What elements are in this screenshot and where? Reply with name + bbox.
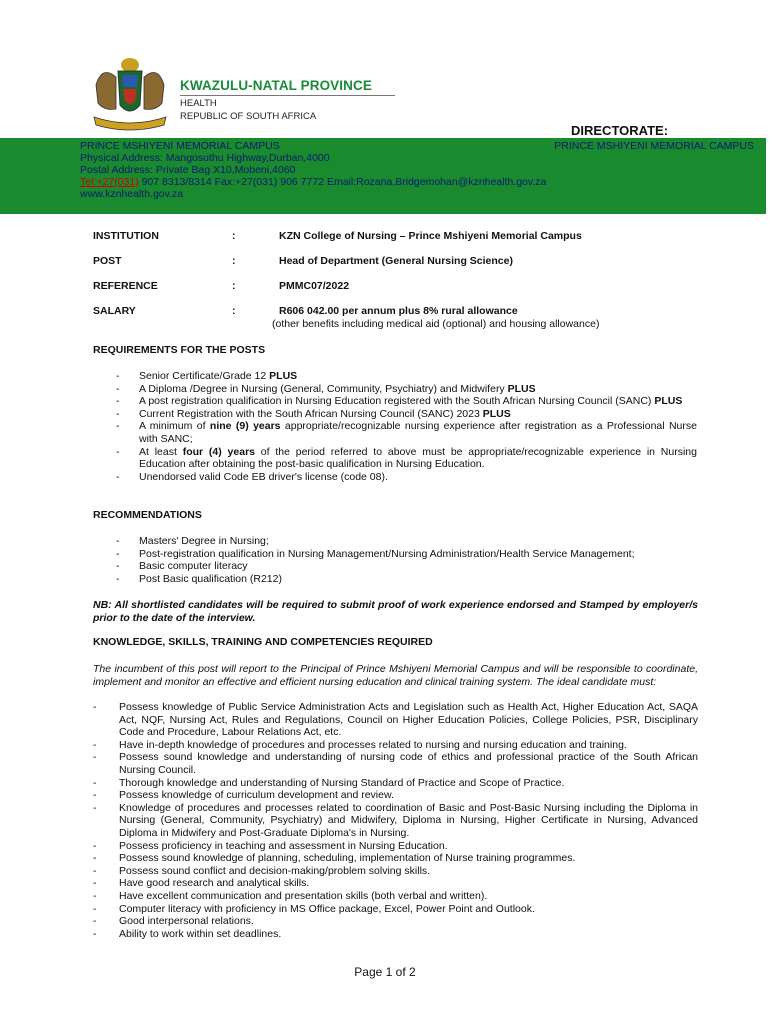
page-number: Page 1 of 2 xyxy=(354,965,416,979)
requirements-list xyxy=(116,370,697,483)
website: www.kznhealth.gov.za xyxy=(80,188,184,200)
list-item: - Current Registration with the South African Nursing Council (SANC) 2023 PLUS xyxy=(116,408,697,421)
post-value: Head of Department (General Nursing Science) xyxy=(279,255,513,267)
list-item: - Ability to work within set deadlines. xyxy=(93,928,698,941)
contact-details: 907 8313/8314 Fax:+27(031) 906 7772 Email:Rozana.Bridgemohan@kznhealth.gov.za xyxy=(138,176,547,188)
org-title: KWAZULU-NATAL PROVINCE xyxy=(180,78,372,93)
list-item: - Have good research and analytical skills. xyxy=(93,877,698,890)
list-item: - Post-registration qualification in Nursing Management/Nursing Administration/Health Service Management; xyxy=(116,548,697,561)
list-item: - Possess knowledge of curriculum development and review. xyxy=(93,789,698,802)
list-item: - Possess sound conflict and decision-making/problem solving skills. xyxy=(93,865,698,878)
physical-address: Physical Address: Mangosuthu Highway,Durban,4000 xyxy=(80,152,330,164)
list-item: - A post registration qualification in Nursing Education registered with the South African Nursing Council (SANC) PLUS xyxy=(116,395,697,408)
list-item: - Post Basic qualification (R212) xyxy=(116,573,697,586)
knowledge-intro: The incumbent of this post will report to the Principal of Prince Mshiyeni Memorial Campus and will be responsible to coordinate, implement and monitor an effective and efficient nursing education and clinical training system. The ideal candidate must: xyxy=(93,663,698,688)
list-item: - At least four (4) years of the period referred to above must be appropriate/recognizable experience in Nursing Education after obtaining the post-basic qualification in Nursing Education. xyxy=(116,446,697,471)
list-item: - Good interpersonal relations. xyxy=(93,915,698,928)
list-item: - Thorough knowledge and understanding of Nursing Standard of Practice and Scope of Practice. xyxy=(93,777,698,790)
org-line-republic: REPUBLIC OF SOUTH AFRICA xyxy=(180,111,317,122)
salary-note: (other benefits including medical aid (optional) and housing allowance) xyxy=(272,318,600,330)
knowledge-list xyxy=(93,701,698,940)
campus-name-right: PRINCE MSHIYENI MEMORIAL CAMPUS xyxy=(554,140,754,152)
salary-colon: : xyxy=(232,305,236,317)
org-divider xyxy=(180,95,395,96)
contact-line xyxy=(80,176,546,188)
list-item: - A minimum of nine (9) years appropriate/recognizable nursing experience after registration as a Professional Nurse with SANC; xyxy=(116,420,697,445)
list-item: - Basic computer literacy xyxy=(116,560,697,573)
requirements-heading: REQUIREMENTS FOR THE POSTS xyxy=(93,344,266,356)
salary-value: R606 042.00 per annum plus 8% rural allowance xyxy=(279,305,518,317)
recommendations-list xyxy=(116,535,697,585)
post-colon: : xyxy=(232,255,236,267)
list-item: - Have excellent communication and presentation skills (both verbal and written). xyxy=(93,890,698,903)
institution-label: INSTITUTION xyxy=(93,230,159,242)
reference-value: PMMC07/2022 xyxy=(279,280,350,292)
campus-name-left: PRINCE MSHIYENI MEMORIAL CAMPUS xyxy=(80,140,280,152)
postal-address: Postal Address: Private Bag X10,Mobeni,4060 xyxy=(80,164,296,176)
reference-colon: : xyxy=(232,280,236,292)
list-item: - Unendorsed valid Code EB driver's license (code 08). xyxy=(116,471,697,484)
list-item: - Possess sound knowledge and understanding of nursing code of ethics and professional practice of the South African Nursing Council. xyxy=(93,751,698,776)
org-header xyxy=(180,78,395,122)
salary-label: SALARY xyxy=(93,305,136,317)
nb-notice: NB: All shortlisted candidates will be required to submit proof of work experience endorsed and Stamped by employer/s prior to the date of the interview. xyxy=(93,599,698,624)
knowledge-heading: KNOWLEDGE, SKILLS, TRAINING AND COMPETENCIES REQUIRED xyxy=(93,636,433,648)
directorate-label: DIRECTORATE: xyxy=(571,123,669,138)
org-line-health: HEALTH xyxy=(180,98,217,109)
list-item: - Possess proficiency in teaching and assessment in Nursing Education. xyxy=(93,840,698,853)
kzn-coat-of-arms-logo xyxy=(88,55,172,131)
list-item: - Masters' Degree in Nursing; xyxy=(116,535,697,548)
institution-value: KZN College of Nursing – Prince Mshiyeni Memorial Campus xyxy=(279,230,582,242)
list-item: - Knowledge of procedures and processes related to coordination of Basic and Post-Basic Nursing including the Diploma in Nursing (General, Community, Psychiatry) and Midwifery, Diploma in Nursing, Higher Certificate in Nursing, Advanced Diploma in Midwifery and Post-Graduate Diploma's in Nursing. xyxy=(93,802,698,840)
list-item: - Possess knowledge of Public Service Administration Acts and Legislation such as Health Act, Higher Education Act, SAQA Act, NQF, Nursing Act, Rules and Regulations, Council on Higher Education Policies, College Policies, PSR, Disciplinary Code and Procedure, Labour Relations Act, etc. xyxy=(93,701,698,739)
recommendations-heading: RECOMMENDATIONS xyxy=(93,509,202,521)
contact-band xyxy=(0,138,766,214)
reference-label: REFERENCE xyxy=(93,280,158,292)
list-item: - A Diploma /Degree in Nursing (General, Community, Psychiatry) and Midwifery PLUS xyxy=(116,383,697,396)
list-item: - Computer literacy with proficiency in MS Office package, Excel, Power Point and Outlook. xyxy=(93,903,698,916)
tel-link[interactable]: Tel:+27(031) xyxy=(80,176,139,188)
institution-colon: : xyxy=(232,230,236,242)
list-item: - Senior Certificate/Grade 12 PLUS xyxy=(116,370,697,383)
list-item: - Have in-depth knowledge of procedures and processes related to nursing and nursing education and training. xyxy=(93,739,698,752)
list-item: - Possess sound knowledge of planning, scheduling, implementation of Nurse training programmes. xyxy=(93,852,698,865)
post-label: POST xyxy=(93,255,122,267)
